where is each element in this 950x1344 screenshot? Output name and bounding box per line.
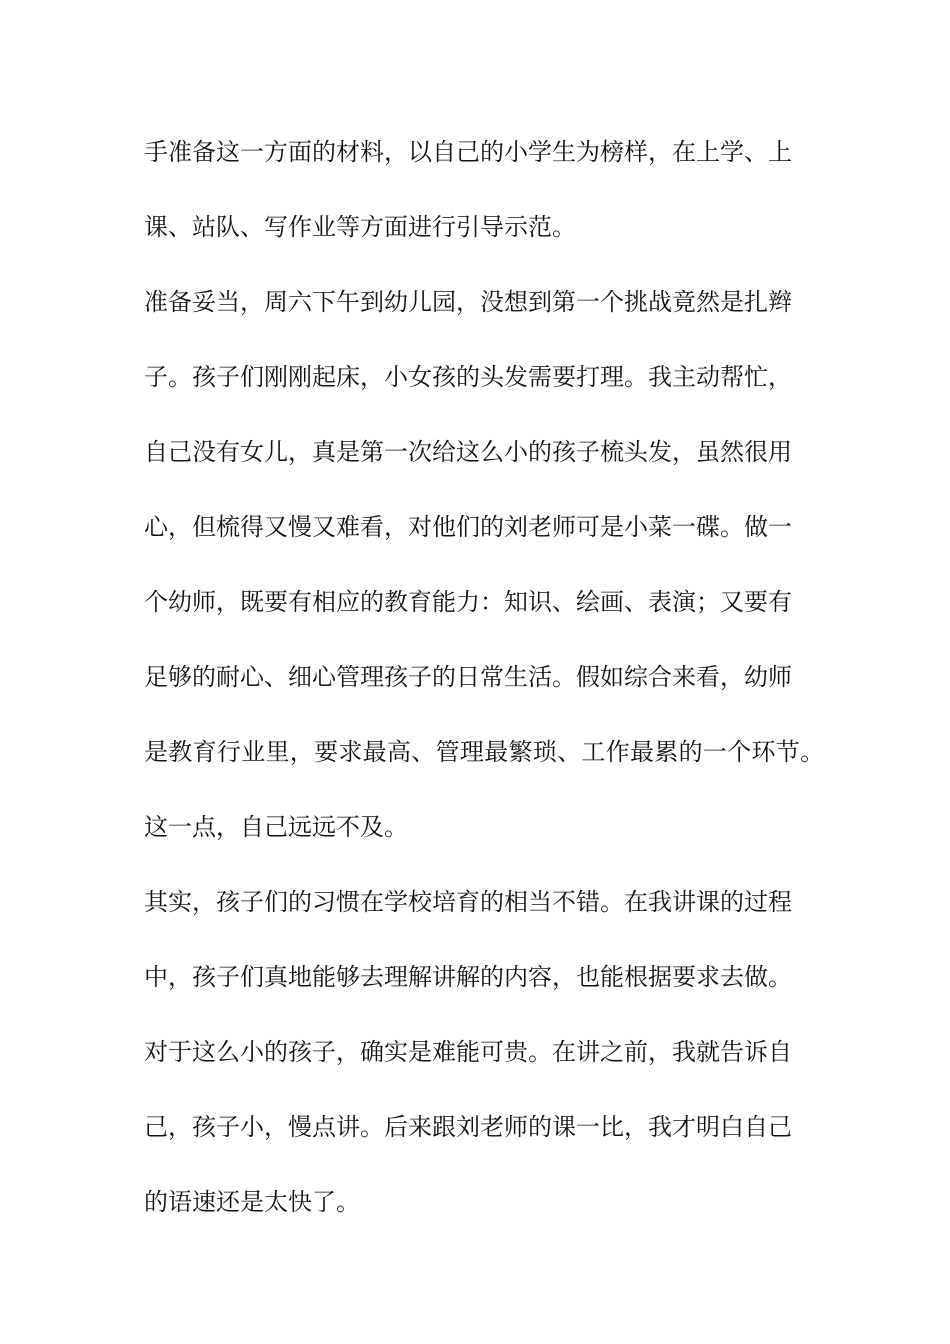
text-line: 其实，孩子们的习惯在学校培育的相当不错。在我讲课的过程 bbox=[144, 888, 792, 916]
text-line: 子。孩子们刚刚起床，小女孩的头发需要打理。我主动帮忙， bbox=[144, 363, 792, 391]
text-line: 准备妥当，周六下午到幼儿园，没想到第一个挑战竟然是扎辫 bbox=[144, 288, 792, 316]
text-line: 己，孩子小，慢点讲。后来跟刘老师的课一比，我才明白自己 bbox=[144, 1113, 792, 1141]
text-line: 这一点，自己远远不及。 bbox=[144, 813, 408, 841]
text-line: 手准备这一方面的材料，以自己的小学生为榜样，在上学、上 bbox=[144, 138, 792, 166]
text-line: 对于这么小的孩子，确实是难能可贵。在讲之前，我就告诉自 bbox=[144, 1038, 792, 1066]
text-line: 是教育行业里，要求最高、管理最繁琐、工作最累的一个环节。 bbox=[144, 738, 825, 766]
text-line: 足够的耐心、细心管理孩子的日常生活。假如综合来看，幼师 bbox=[144, 663, 792, 691]
text-line: 自己没有女儿，真是第一次给这么小的孩子梳头发，虽然很用 bbox=[144, 438, 792, 466]
text-line: 中，孩子们真地能够去理解讲解的内容，也能根据要求去做。 bbox=[144, 963, 792, 991]
text-line: 课、站队、写作业等方面进行引导示范。 bbox=[144, 213, 576, 241]
text-line: 心，但梳得又慢又难看，对他们的刘老师可是小菜一碟。做一 bbox=[144, 513, 792, 541]
text-line: 的语速还是太快了。 bbox=[144, 1188, 360, 1216]
text-line: 个幼师，既要有相应的教育能力：知识、绘画、表演；又要有 bbox=[144, 588, 792, 616]
